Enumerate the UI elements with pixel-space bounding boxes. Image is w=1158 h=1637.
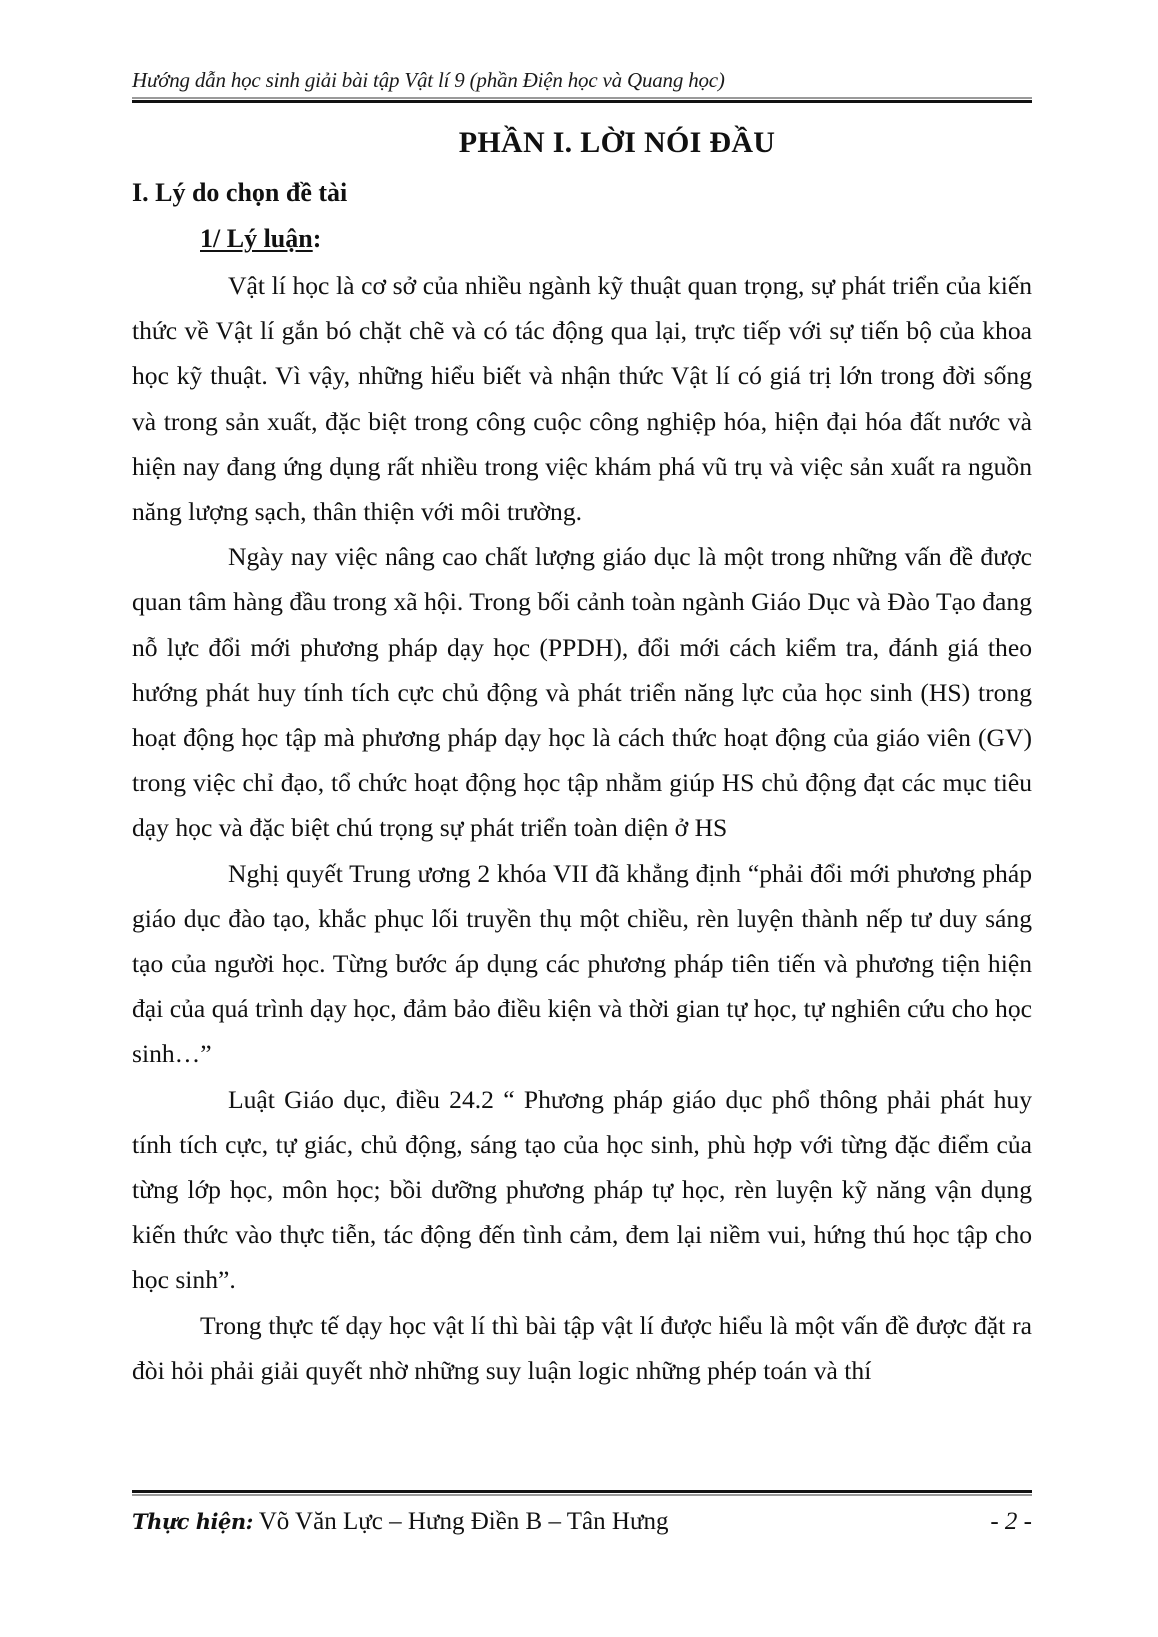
subsection-heading-colon: : [312, 224, 322, 253]
section-heading: I. Lý do chọn đề tài [132, 178, 348, 207]
part-title: PHẦN I. LỜI NÓI ĐẦU [458, 126, 776, 159]
paragraph-physics-importance: Vật lí học là cơ sở của nhiều ngành kỹ thuật quan trọng, sự phát triển của kiến thức về Vật lí gắn bó chặt chẽ và có tác động qua lại, trực tiếp với sự tiến bộ của khoa học kỹ thuật. Vì vậy, những hiểu biết và nhận thức Vật lí có giá trị lớn trong đời sống và trong sản xuất, đặc biệt trong công cuộc công nghiệp hóa, hiện đại hóa đất nước và hiện nay đang ứng dụng rất nhiều trong việc khám phá vũ trụ và việc sản xuất ra nguồn năng lượng sạch, thân thiện với môi trường. [132, 271, 1032, 527]
paragraph-education-law-quote: Luật Giáo dục, điều 24.2 “ Phương pháp giáo dục phổ thông phải phát huy tính tích cực, tự giác, chủ động, sáng tạo của học sinh, phù hợp với từng đặc điểm của từng lớp học, môn học; bồi dưỡng phương pháp tự học, rèn luyện kỹ năng vận dụng kiến thức vào thực tiễn, tác động đến tình cảm, đem lại niềm vui, hứng thú học tập cho học sinh”. [132, 1084, 1032, 1295]
footer-rule-thick-band [132, 1490, 1032, 1493]
running-footer [132, 1508, 1032, 1536]
paragraph-resolution-quote: Nghị quyết Trung ương 2 khóa VII đã khẳng định “phải đổi mới phương pháp giáo dục đào tạo, khắc phục lối truyền thụ một chiều, rèn luyện thành nếp tư duy sáng tạo của người học. Từng bước áp dụng các phương pháp tiên tiến và phương tiện hiện đại của quá trình dạy học, đảm bảo điều kiện và thời gian tự học, tự nghiên cứu cho học sinh…” [132, 858, 1032, 1069]
running-header: Hướng dẫn học sinh giải bài tập Vật lí 9 (phần Điện học và Quang học) [132, 68, 725, 92]
footer-label: Thực hiện: [132, 1509, 253, 1534]
header-double-rule [132, 97, 1032, 104]
footer-rule-thin-band [132, 1494, 1032, 1496]
body-text [132, 263, 1032, 1393]
subsection-heading-text: 1/ Lý luận [200, 224, 313, 253]
footer-double-rule [132, 1490, 1032, 1497]
paragraph-physics-exercises: Trong thực tế dạy học vật lí thì bài tập vật lí được hiểu là một vấn đề được đặt ra đòi hỏi phải giải quyết nhờ những suy luận logic những phép toán và thí [132, 1310, 1032, 1385]
header-rule-thick-band [132, 100, 1032, 103]
subsection-heading [200, 224, 321, 254]
document-page [132, 0, 1032, 1637]
header-rule-thin-band [132, 97, 1032, 99]
paragraph-education-quality: Ngày nay việc nâng cao chất lượng giáo dục là một trong những vấn đề được quan tâm hàng đầu trong xã hội. Trong bối cảnh toàn ngành Giáo Dục và Đào Tạo đang nỗ lực đổi mới phương pháp dạy học (PPDH), đổi mới cách kiểm tra, đánh giá theo hướng phát huy tính tích cực chủ động và phát triển năng lực của học sinh (HS) trong hoạt động học tập mà phương pháp dạy học là cách thức hoạt động của giáo viên (GV) trong việc chỉ đạo, tổ chức hoạt động học tập nhằm giúp HS chủ động đạt các mục tiêu dạy học và đặc biệt chú trọng sự phát triển toàn diện ở HS [132, 542, 1032, 843]
footer-author-info: Võ Văn Lực – Hưng Điền B – Tân Hưng [252, 1508, 669, 1535]
page-number: - 2 - [990, 1508, 1032, 1535]
